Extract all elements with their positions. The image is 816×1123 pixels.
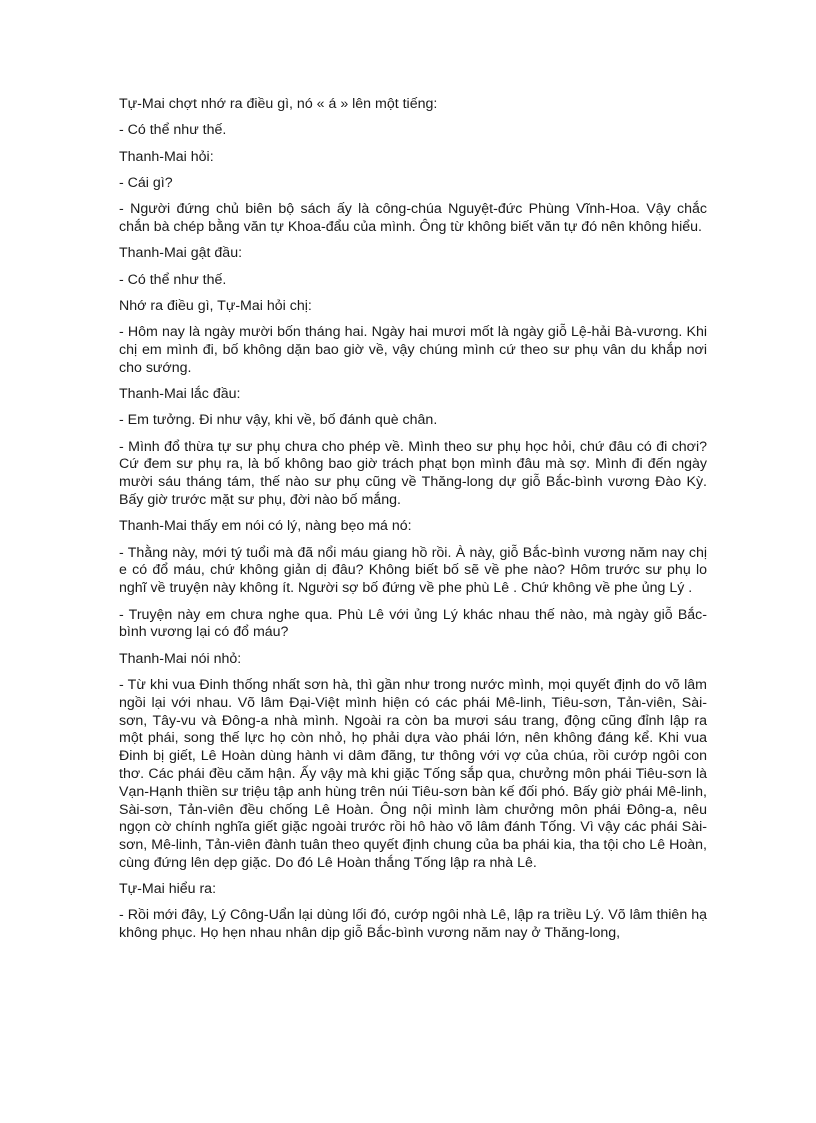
paragraph: - Rồi mới đây, Lý Công-Uẩn lại dùng lối đó, cướp ngôi nhà Lê, lập ra triều Lý. Võ lâm thiên hạ không phục. Họ hẹn nhau nhân dịp giỗ Bắc-bình vương năm nay ở Thăng-long, xyxy=(119,907,707,942)
paragraph: - Cái gì? xyxy=(119,174,173,191)
paragraph: Tự-Mai hiểu ra: xyxy=(119,881,217,898)
paragraph: Thanh-Mai nói nhỏ: xyxy=(119,650,242,667)
paragraph: - Mình đổ thừa tự sư phụ chưa cho phép về. Mình theo sư phụ học hỏi, chứ đâu có đi chơi? Cứ đem sư phụ ra, là bố không bao giờ trách phạt bọn mình đâu mà sợ. Mình đi đến ngày mười sáu tháng tám, thế nào sư phụ cũng về Thăng-long dự giỗ Bắc-bình vương Đào Kỳ. Bấy giờ trước mặt sư phụ, đời nào bố mắng. xyxy=(119,438,707,509)
paragraph: - Người đứng chủ biên bộ sách ấy là công-chúa Nguyệt-đức Phùng Vĩnh-Hoa. Vậy chắc chắn bà chép bằng văn tự Khoa-đẩu của mình. Ông từ không biết văn tự đó nên không hiểu. xyxy=(119,201,707,235)
paragraph: - Thằng này, mới tý tuổi mà đã nổi máu giang hồ rồi. À này, giỗ Bắc-bình vương năm nay chị e có đổ máu, chứ không giản dị đâu? Không biết bố sẽ về phe nào? Hôm trước sư phụ lo nghĩ về truyện này không ít. Người sợ bố đứng về phe phù Lê . Chứ không về phe ủng Lý . xyxy=(119,544,707,597)
paragraph: - Có thể như thế. xyxy=(119,271,227,288)
paragraph: Thanh-Mai thấy em nói có lý, nàng bẹo má nó: xyxy=(119,518,412,535)
document-page xyxy=(119,96,707,952)
paragraph: - Hôm nay là ngày mười bốn tháng hai. Ngày hai mươi mốt là ngày giỗ Lệ-hải Bà-vương. Khi chị em mình đi, bố không dặn bao giờ về, vậy chúng mình cứ theo sư phụ vân du khắp nơi cho sướng. xyxy=(119,324,707,376)
paragraph: Thanh-Mai hỏi: xyxy=(119,148,214,165)
paragraph: Tự-Mai chợt nhớ ra điều gì, nó « á » lên một tiếng: xyxy=(119,96,438,112)
paragraph: - Từ khi vua Đinh thống nhất sơn hà, thì gần như trong nước mình, mọi quyết định do võ lâm ngồi lại với nhau. Võ lâm Đại-Việt mình hiện có các phái Mê-linh, Tiêu-sơn, Tản-viên, Sài-sơn, Tây-vu và Đông-a nhà mình. Ngoài ra còn ba mươi sáu trang, động cũng đỉnh lập ra một phái, song thế lực họ còn nhỏ, họ phải dựa vào phái lớn, nên không đáng kể. Khi vua Đinh bị giết, Lê Hoàn dùng hành vi dâm đãng, tư thông với vợ của chúa, rồi cướp ngôi con thơ. Các phái đều căm hận. Ấy vậy mà khi giặc Tống sắp qua, chưởng môn phái Tiêu-sơn là Vạn-Hạnh thiền sư triệu tập anh hùng trên núi Tiêu-sơn bàn kế đối phó. Bấy giờ phái Mê-linh, Sài-sơn, Tản-viên đều chống Lê Hoàn. Ông nội mình làm chưởng môn phái Đông-a, nêu ngọn cờ chính nghĩa giết giặc ngoài trước rồi hô hào võ lâm đánh Tống. Vì vậy các phái Sài-sơn, Mê-linh, Tản-viên đành tuân theo quyết định chung của ba phái kia, tha tội cho Lê Hoàn, cùng đứng lên dẹp giặc. Do đó Lê Hoàn thắng Tống lập ra nhà Lê. xyxy=(119,676,707,871)
paragraph: Thanh-Mai gật đầu: xyxy=(119,245,243,262)
paragraph: - Em tưởng. Đi như vậy, khi về, bố đánh què chân. xyxy=(119,412,438,429)
paragraph: Thanh-Mai lắc đầu: xyxy=(119,386,241,403)
paragraph: - Truyện này em chưa nghe qua. Phù Lê với ủng Lý khác nhau thế nào, mà ngày giỗ Bắc-bình vương lại có đổ máu? xyxy=(119,606,707,641)
paragraph: - Có thể như thế. xyxy=(119,122,227,139)
paragraph: Nhớ ra điều gì, Tự-Mai hỏi chị: xyxy=(119,297,312,314)
